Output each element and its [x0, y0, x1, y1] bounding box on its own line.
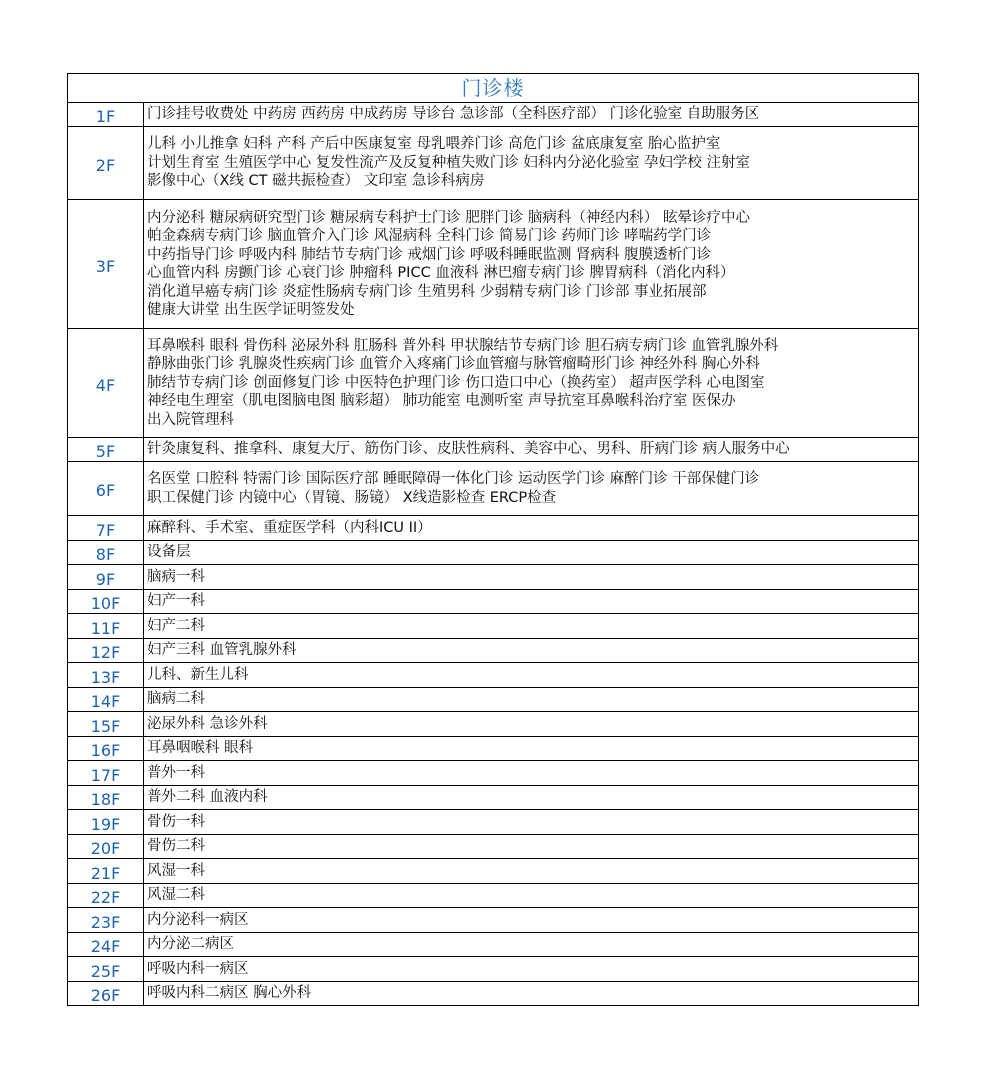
floor-departments	[144, 884, 919, 908]
floor-row	[68, 933, 919, 957]
floor-row	[68, 810, 919, 835]
department-line: 脑病一科	[147, 568, 205, 585]
department-line: 神经电生理室（肌电图脑电图 脑彩超） 肺功能室 电测听室 声导抗室耳鼻喉科治疗室 医保办	[147, 393, 736, 410]
floor-label: 22F	[68, 884, 144, 908]
floor-departments	[144, 438, 919, 462]
floor-label: 15F	[68, 712, 144, 737]
floor-departments	[144, 127, 919, 200]
department-line: 儿科、新生儿科	[147, 666, 249, 683]
floor-label: 20F	[68, 835, 144, 859]
floor-row	[68, 761, 919, 786]
floor-row	[68, 462, 919, 516]
floor-row	[68, 835, 919, 859]
department-line: 内分泌科 糖尿病研究型门诊 糖尿病专科护士门诊 肥胖门诊 脑病科（神经内科） 眩晕诊疗中心	[147, 209, 751, 226]
department-line: 健康大讲堂 出生医学证明签发处	[147, 302, 355, 318]
floor-row	[68, 103, 919, 127]
floor-departments	[144, 786, 919, 810]
floor-row	[68, 982, 919, 1006]
floor-departments	[144, 103, 919, 127]
floor-row	[68, 541, 919, 565]
floor-row	[68, 884, 919, 908]
department-line: 呼吸内科一病区	[147, 960, 249, 977]
floor-label: 5F	[68, 438, 144, 462]
department-line: 妇产三科 血管乳腺外科	[147, 642, 297, 659]
department-line: 耳鼻喉科 眼科 骨伤科 泌尿外科 肛肠科 普外科 甲状腺结节专病门诊 胆石病专病门诊 血管乳腺外科	[147, 337, 779, 354]
floor-label: 6F	[68, 462, 144, 516]
floor-label: 3F	[68, 200, 144, 329]
department-line: 中药指导门诊 呼吸内科 肺结节专病门诊 戒烟门诊 呼吸科睡眠监测 肾病科 腹膜透析门诊	[147, 246, 712, 263]
department-line: 普外二科 血液内科	[147, 789, 268, 806]
department-line: 门诊挂号收费处 中药房 西药房 中成药房 导诊台 急诊部（全科医疗部） 门诊化验室 自助服务区	[147, 106, 760, 123]
floor-departments	[144, 859, 919, 884]
department-line: 心血管内科 房颤门诊 心衰门诊 肿瘤科 PICC 血液科 淋巴瘤专病门诊 脾胃病科（消化内科）	[147, 265, 735, 281]
floor-directory-body	[68, 74, 919, 1006]
floor-departments	[144, 462, 919, 516]
department-line: 脑病二科	[147, 691, 205, 708]
department-line: 风湿一科	[147, 862, 205, 879]
floor-row	[68, 908, 919, 933]
floor-departments	[144, 516, 919, 541]
floor-label: 10F	[68, 590, 144, 614]
floor-row	[68, 639, 919, 663]
floor-label: 24F	[68, 933, 144, 957]
floor-label: 25F	[68, 957, 144, 982]
floor-departments	[144, 982, 919, 1006]
floor-row	[68, 957, 919, 982]
floor-directory-table	[67, 73, 919, 1006]
department-line: 内分泌科一病区	[147, 911, 249, 928]
floor-label: 7F	[68, 516, 144, 541]
department-line: 出入院管理科	[147, 411, 234, 428]
floor-label: 19F	[68, 810, 144, 835]
department-line: 骨伤二科	[147, 838, 205, 855]
floor-label: 12F	[68, 639, 144, 663]
department-line: 呼吸内科二病区 胸心外科	[147, 985, 312, 1002]
title-row	[68, 74, 919, 103]
floor-row	[68, 127, 919, 200]
floor-departments	[144, 590, 919, 614]
department-line: 耳鼻咽喉科 眼科	[147, 740, 254, 757]
department-line: 职工保健门诊 内镜中心（胃镜、肠镜） X线造影检查 ERCP检查	[147, 489, 557, 506]
department-line: 针灸康复科、推拿科、康复大厅、筋伤门诊、皮肤性病科、美容中心、男科、肝病门诊 病人服务中心	[147, 441, 790, 458]
department-line: 妇产二科	[147, 617, 205, 634]
floor-label: 26F	[68, 982, 144, 1006]
floor-departments	[144, 663, 919, 688]
floor-departments	[144, 329, 919, 438]
floor-departments	[144, 835, 919, 859]
floor-label: 16F	[68, 737, 144, 761]
department-line: 消化道早癌专病门诊 炎症性肠病专病门诊 生殖男科 少弱精专病门诊 门诊部 事业拓展部	[147, 283, 707, 300]
floor-label: 8F	[68, 541, 144, 565]
department-line: 骨伤一科	[147, 813, 205, 830]
floor-departments	[144, 737, 919, 761]
department-line: 儿科 小儿推拿 妇科 产科 产后中医康复室 母乳喂养门诊 高危门诊 盆底康复室 胎心监护室	[147, 136, 721, 153]
department-line: 泌尿外科 急诊外科	[147, 715, 268, 732]
floor-label: 9F	[68, 565, 144, 590]
floor-label: 4F	[68, 329, 144, 438]
floor-departments	[144, 200, 919, 329]
department-line: 内分泌二病区	[147, 936, 234, 953]
department-line: 麻醉科、手术室、重症医学科（内科ICU II）	[147, 519, 432, 536]
floor-row	[68, 565, 919, 590]
department-line: 影像中心（X线 CT 磁共振检查） 文印室 急诊科病房	[147, 173, 485, 190]
department-line: 名医堂 口腔科 特需门诊 国际医疗部 睡眠障碍一体化门诊 运动医学门诊 麻醉门诊 干部保健门诊	[147, 471, 760, 487]
floor-label: 13F	[68, 663, 144, 688]
floor-label: 23F	[68, 908, 144, 933]
floor-label: 1F	[68, 103, 144, 127]
floor-label: 18F	[68, 786, 144, 810]
floor-row	[68, 516, 919, 541]
floor-row	[68, 438, 919, 462]
department-line: 肺结节专病门诊 创面修复门诊 中医特色护理门诊 伤口造口中心（换药室） 超声医学科 心电图室	[147, 374, 765, 391]
floor-label: 17F	[68, 761, 144, 786]
floor-label: 14F	[68, 688, 144, 712]
floor-departments	[144, 712, 919, 737]
floor-row	[68, 859, 919, 884]
floor-row	[68, 786, 919, 810]
floor-departments	[144, 908, 919, 933]
floor-departments	[144, 933, 919, 957]
department-line: 计划生育室 生殖医学中心 复发性流产及反复种植失败门诊 妇科内分泌化验室 孕妇学校 注射室	[147, 154, 751, 171]
floor-row	[68, 688, 919, 712]
floor-departments	[144, 957, 919, 982]
floor-label: 2F	[68, 127, 144, 200]
floor-row	[68, 712, 919, 737]
department-line: 普外一科	[147, 764, 205, 781]
floor-row	[68, 663, 919, 688]
floor-row	[68, 737, 919, 761]
floor-departments	[144, 639, 919, 663]
floor-row	[68, 329, 919, 438]
floor-label: 21F	[68, 859, 144, 884]
floor-row	[68, 590, 919, 614]
floor-departments	[144, 614, 919, 639]
department-line: 风湿二科	[147, 887, 205, 904]
building-title: 门诊楼	[68, 74, 919, 103]
department-line: 静脉曲张门诊 乳腺炎性疾病门诊 血管介入疼痛门诊血管瘤与脉管瘤畸形门诊 神经外科 胸心外科	[147, 356, 760, 373]
floor-departments	[144, 565, 919, 590]
department-line: 设备层	[147, 544, 191, 561]
floor-departments	[144, 541, 919, 565]
floor-row	[68, 614, 919, 639]
floor-departments	[144, 688, 919, 712]
department-line: 帕金森病专病门诊 脑血管介入门诊 风湿病科 全科门诊 简易门诊 药师门诊 哮喘药学门诊	[147, 228, 712, 244]
floor-row	[68, 200, 919, 329]
floor-label: 11F	[68, 614, 144, 639]
floor-departments	[144, 810, 919, 835]
department-line: 妇产一科	[147, 593, 205, 610]
floor-departments	[144, 761, 919, 786]
